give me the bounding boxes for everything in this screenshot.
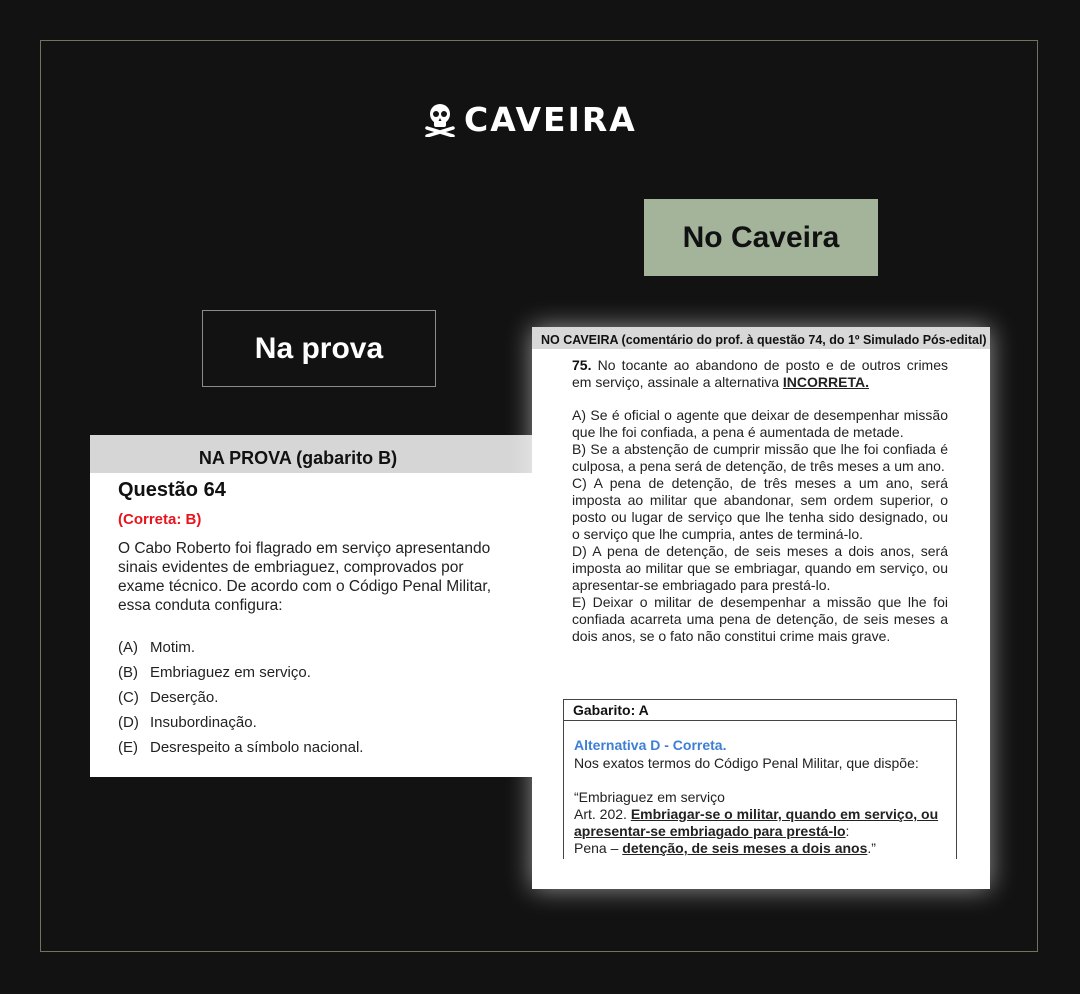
- penalty-suffix: .”: [867, 840, 876, 856]
- option-letter: (C): [118, 689, 139, 706]
- option-letter: (D): [118, 714, 139, 731]
- option-c: [118, 685, 363, 710]
- option-letter: (B): [118, 664, 138, 681]
- option-d: [118, 710, 363, 735]
- caveira-card-header: NO CAVEIRA (comentário do prof. à questão 74, do 1º Simulado Pós-edital): [532, 327, 990, 349]
- question-number: 75.: [572, 357, 592, 373]
- option-letter: (A): [118, 639, 138, 656]
- quote-title: “Embriaguez em serviço: [574, 789, 725, 805]
- answer-options: [118, 635, 363, 760]
- question-line: sinais evidentes de embriaguez, comprovados por: [118, 559, 464, 576]
- caveira-option-e: E) Deixar o militar de desempenhar a missão que lhe foi confiada acarreta uma pena de detenção, de seis meses a dois anos, se o fato não constitui crime mais grave.: [572, 594, 948, 644]
- exam-question-card: [90, 435, 536, 777]
- gabarito-label: Gabarito: A: [564, 699, 956, 721]
- caveira-question-card: [532, 327, 990, 889]
- brand-name: CAVEIRA: [464, 100, 637, 139]
- explanation-intro: Nos exatos termos do Código Penal Militar, que dispõe:: [574, 755, 919, 771]
- option-e: [118, 735, 363, 760]
- option-text: Deserção.: [150, 689, 219, 706]
- question-line: exame técnico. De acordo com o Código Penal Militar,: [118, 578, 492, 595]
- option-a: [118, 635, 363, 660]
- question-line: O Cabo Roberto foi flagrado em serviço apresentando: [118, 540, 491, 557]
- option-text: Motim.: [150, 639, 195, 656]
- no-caveira-label: No Caveira: [644, 199, 878, 276]
- incorreta-label: INCORRETA.: [782, 374, 869, 390]
- question-text: [118, 539, 536, 615]
- penalty-text: [574, 840, 952, 857]
- penalty-bold: detenção, de seis meses a dois anos: [622, 840, 868, 856]
- caveira-option-b: B) Se a abstenção de cumprir missão que lhe foi confiada é culposa, a pena será de detenção, de três meses a um ano.: [572, 441, 948, 474]
- question-line: essa conduta configura:: [118, 597, 283, 614]
- penalty-prefix: Pena –: [574, 840, 619, 856]
- caveira-option-d: D) A pena de detenção, de seis meses a dois anos, será imposta ao militar que se embriagar, quando em serviço, ou apresentar-se embriagado para prestá-lo.: [572, 543, 948, 593]
- option-text: Embriaguez em serviço.: [150, 664, 311, 681]
- caveira-option-c: C) A pena de detenção, de três meses a um ano, será imposta ao militar que abandonar, sem ordem superior, o posto ou lugar de serviço que lhe tenha sido designado, ou o serviço que lhe cumpria, antes de terminá-lo.: [572, 475, 948, 542]
- article-suffix: :: [845, 823, 850, 839]
- option-letter: (E): [118, 739, 138, 756]
- option-b: [118, 660, 363, 685]
- option-text: Desrespeito a símbolo nacional.: [150, 739, 364, 756]
- correct-answer-label: (Correta: B): [118, 511, 202, 528]
- brand-logo: [424, 100, 637, 140]
- answer-key-box: [563, 699, 957, 859]
- exam-card-header: NA PROVA (gabarito B): [90, 435, 536, 473]
- option-text: Insubordinação.: [150, 714, 257, 731]
- caveira-question-text: [572, 357, 948, 391]
- question-stem: No tocante ao abandono de posto e de outros crimes em serviço, assinale a alternativa: [572, 357, 948, 390]
- caveira-option-a: A) Se é oficial o agente que deixar de desempenhar missão que lhe foi confiada, a pena é aumentada de metade.: [572, 407, 948, 440]
- explanation-text: [574, 755, 952, 857]
- alternativa-correta-label: Alternativa D - Correta.: [574, 737, 727, 753]
- caveira-options: [572, 407, 948, 645]
- skull-icon: [424, 103, 456, 137]
- na-prova-label: Na prova: [202, 310, 436, 387]
- article-bold: Embriagar-se o militar, quando em serviço, ou apresentar-se embriagado para prestá-lo: [574, 806, 939, 839]
- article-prefix: Art. 202.: [574, 806, 627, 822]
- article-text: [574, 806, 952, 840]
- question-title: Questão 64: [118, 479, 226, 501]
